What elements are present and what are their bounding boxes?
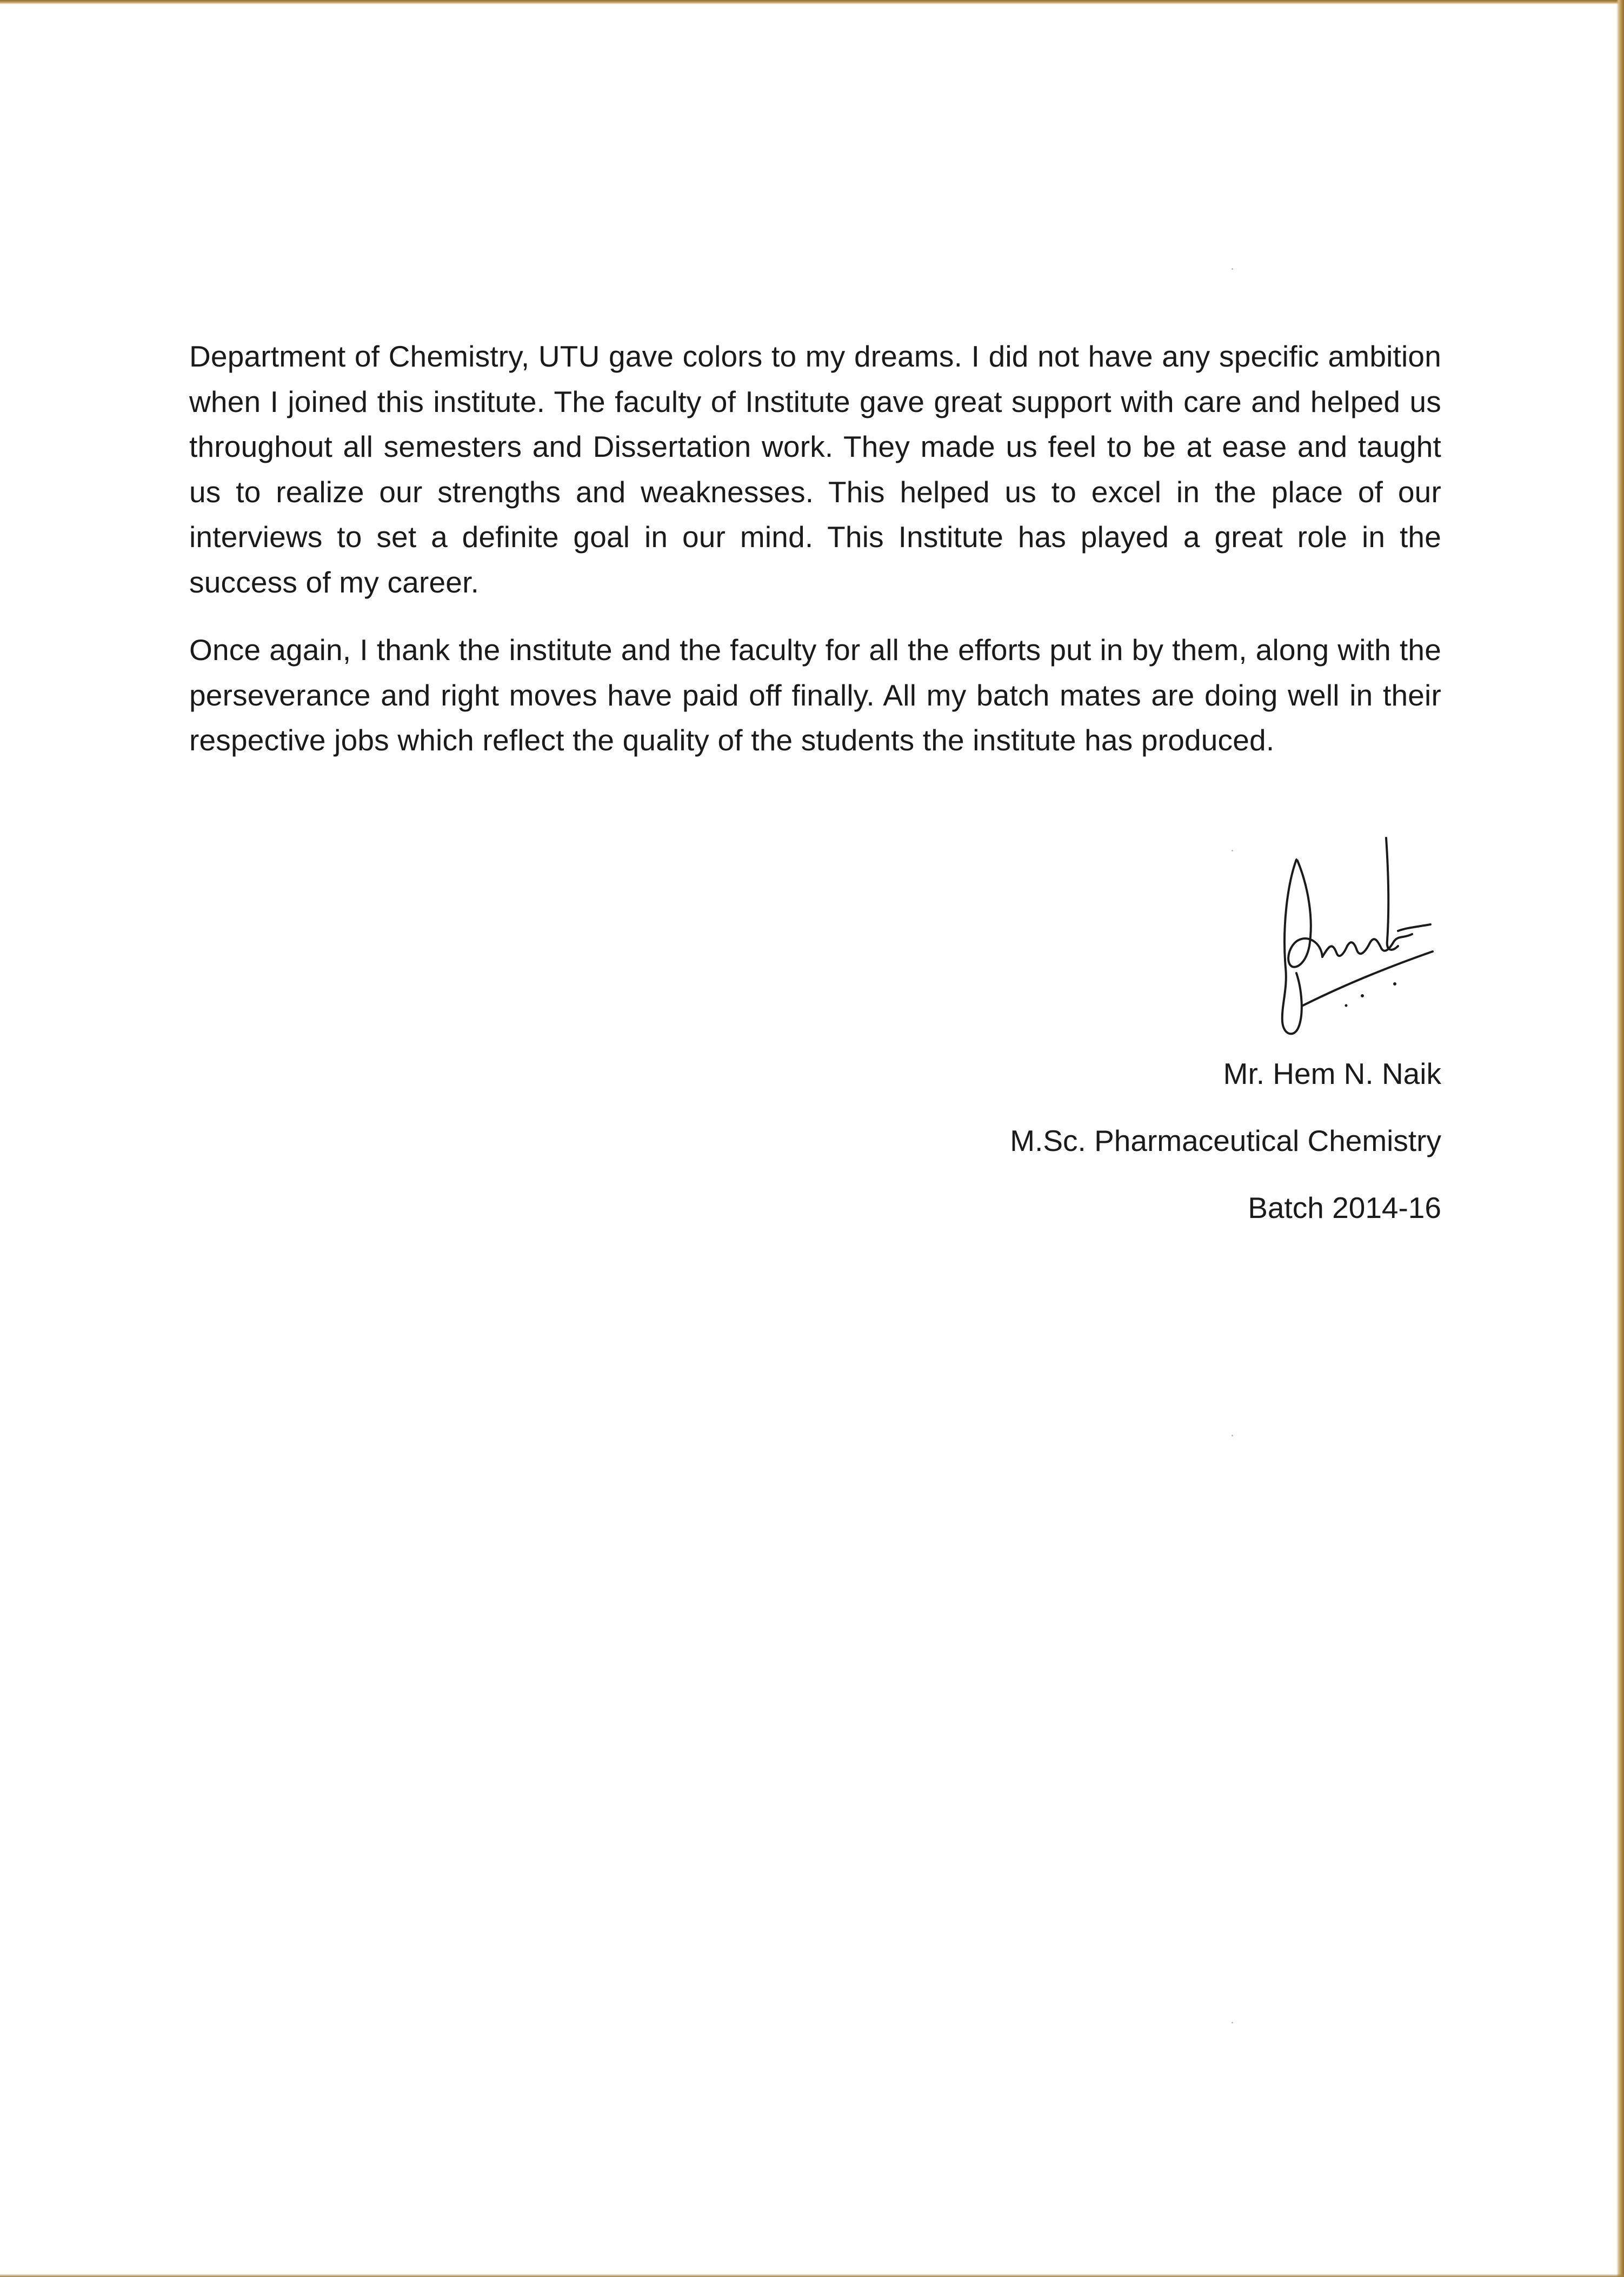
scan-speck [1232,2022,1233,2023]
signatory-program: M.Sc. Pharmaceutical Chemistry [1010,1124,1441,1157]
paragraph-1: Department of Chemistry, UTU gave colors to my dreams. I did not have any specific ambition when I joined this institute. The faculty of Institute gave great support with care and helped us throughout all semesters and Dissertation work. They made us feel to be at ease and taught us to realize our strengths and weaknesses. This helped us to excel in the place of our interviews to set a definite goal in our mind. This Institute has played a great role in the success of my career. [189,339,1441,599]
scan-speck [1232,850,1233,851]
paragraph-2: Once again, I thank the institute and the faculty for all the efforts put in by them, along with the perseverance and right moves have paid off finally. All my batch mates are doing well in their respective jobs which reflect the quality of the students the institute has produced. [189,633,1441,757]
letter-body [189,334,1441,786]
scan-edge-top [0,0,1624,4]
signatory-name: Mr. Hem N. Naik [1223,1057,1441,1090]
signatory-batch: Batch 2014-16 [1248,1191,1441,1224]
scan-speck [1232,1435,1233,1436]
handwritten-signature [1270,827,1443,1043]
scan-edge-bottom [0,2274,1624,2277]
scan-speck [1232,268,1233,270]
signature-block [1010,1057,1441,1258]
scan-edge-right [1616,0,1624,2277]
